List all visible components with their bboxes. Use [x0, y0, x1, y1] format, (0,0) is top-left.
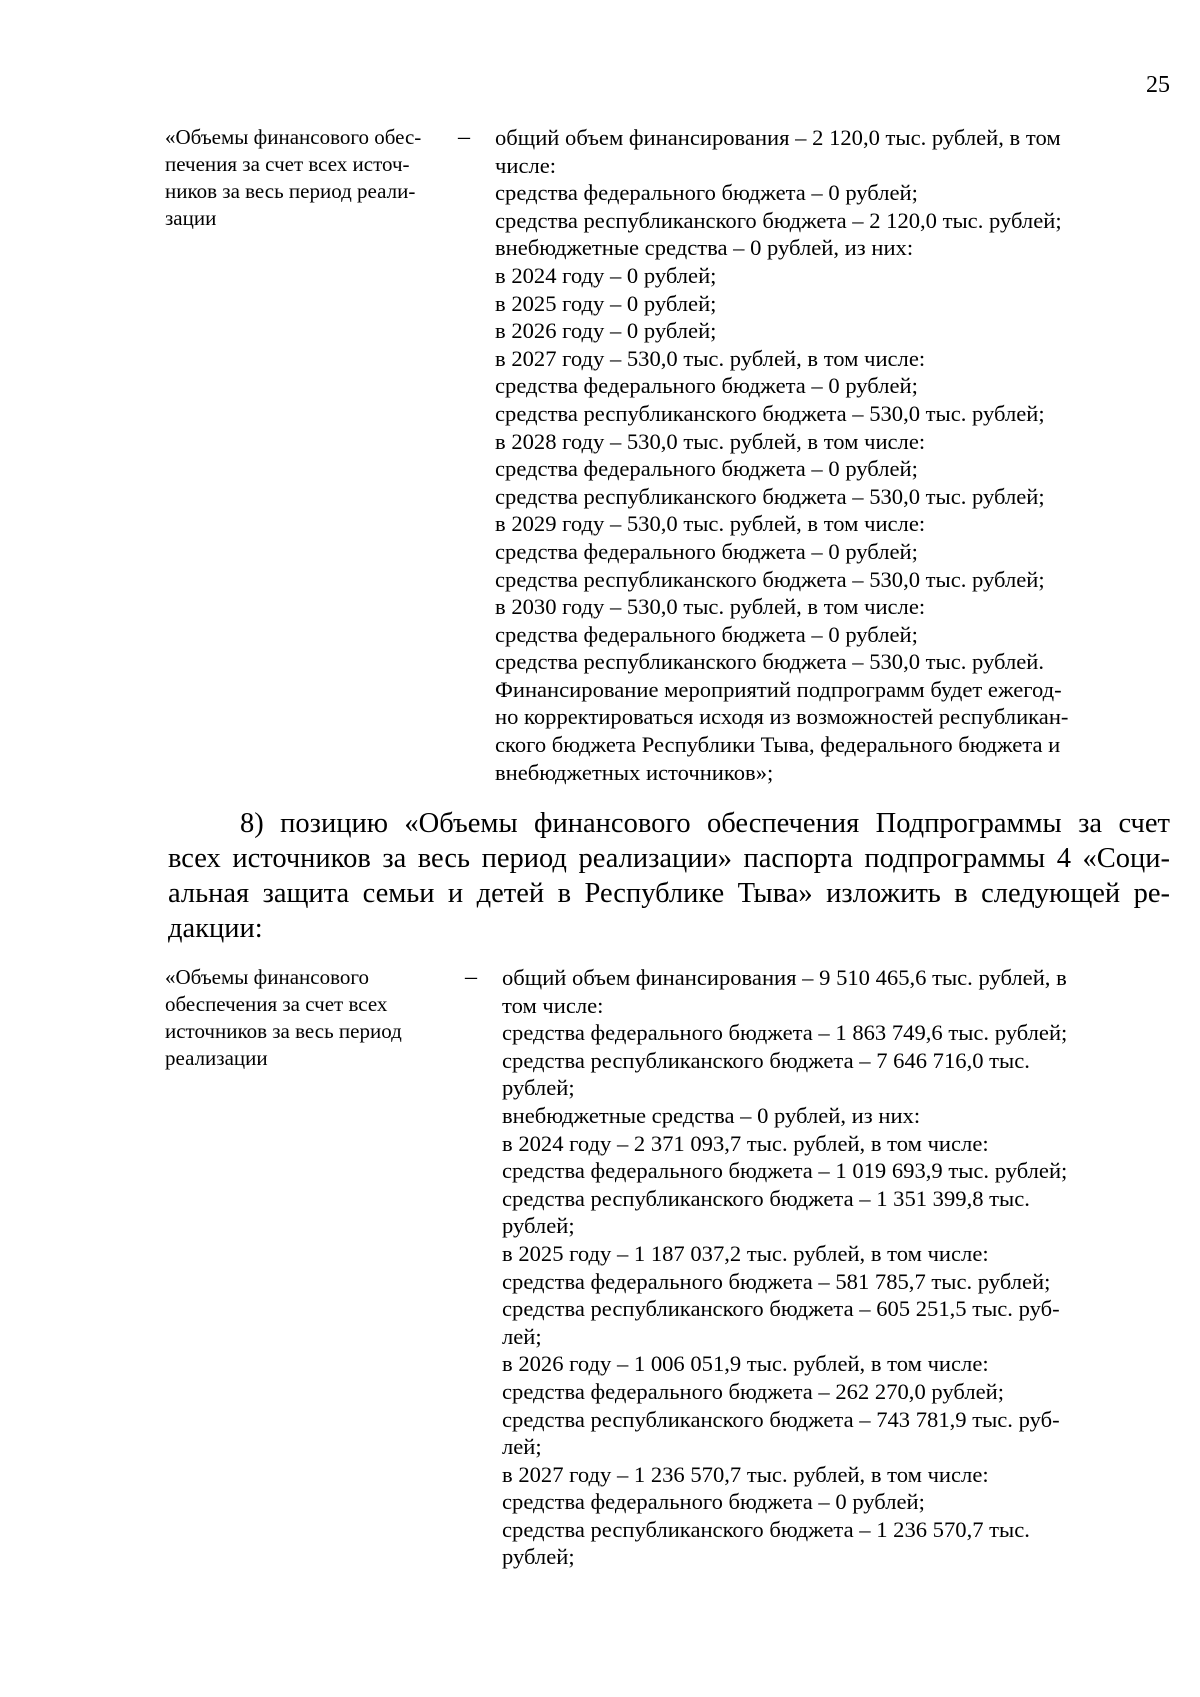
- right-cell-line: в 2026 году – 1 006 051,9 тыс. рублей, в том числе:: [502, 1351, 989, 1377]
- paragraph-line: 8) позицию «Объемы финансового обеспечения Подпрограммы за счет: [240, 808, 1170, 839]
- right-cell-line: общий объем финансирования – 2 120,0 тыс. рублей, в том: [495, 125, 1061, 150]
- right-cell-line: в 2027 году – 1 236 570,7 тыс. рублей, в том числе:: [502, 1461, 989, 1487]
- right-cell-line: внебюджетные средства – 0 рублей, из них:: [495, 235, 914, 261]
- right-cell-line: средства республиканского бюджета – 2 120,0 тыс. рублей;: [495, 207, 1062, 233]
- right-cell-line: средства федерального бюджета – 0 рублей;: [495, 538, 918, 564]
- table-right-cell: [495, 124, 1133, 786]
- left-cell-line: источников за весь период: [165, 1019, 402, 1043]
- paragraph-line: альная защита семьи и детей в Республике Тыва» изложить в следующей ре-: [168, 878, 1170, 909]
- right-cell-line: в 2025 году – 1 187 037,2 тыс. рублей, в том числе:: [502, 1240, 989, 1266]
- dash-separator: –: [465, 964, 477, 990]
- right-cell-line: средства федерального бюджета – 581 785,7 тыс. рублей;: [502, 1268, 1051, 1294]
- right-cell-line: но корректироваться исходя из возможностей республикан-: [495, 704, 1069, 730]
- right-cell-line: том числе:: [502, 992, 604, 1018]
- paragraph-line: всех источников за весь период реализации» паспорта подпрограммы 4 «Соци-: [168, 843, 1170, 874]
- table-right-cell: [502, 964, 1132, 1571]
- right-cell-line: средства республиканского бюджета – 530,0 тыс. рублей;: [495, 400, 1045, 426]
- right-cell-line: средства республиканского бюджета – 530,0 тыс. рублей.: [495, 649, 1045, 675]
- right-cell-line: в 2029 году – 530,0 тыс. рублей, в том числе:: [495, 511, 926, 537]
- right-cell-line: средства федерального бюджета – 1 863 749,6 тыс. рублей;: [502, 1020, 1068, 1046]
- right-cell-line: средства федерального бюджета – 1 019 693,9 тыс. рублей;: [502, 1158, 1068, 1184]
- right-cell-line: в 2030 году – 530,0 тыс. рублей, в том числе:: [495, 594, 926, 620]
- right-cell-line: рублей;: [502, 1075, 575, 1101]
- paragraph-line: дакции:: [168, 913, 263, 944]
- right-cell-line: числе:: [495, 152, 557, 178]
- left-cell-line: печения за счет всех источ-: [165, 152, 410, 176]
- right-cell-line: внебюджетные средства – 0 рублей, из них:: [502, 1102, 921, 1128]
- right-cell-line: средства республиканского бюджета – 605 251,5 тыс. руб-: [502, 1296, 1060, 1322]
- right-cell-line: в 2026 году – 0 рублей;: [495, 318, 717, 344]
- right-cell-line: лей;: [502, 1323, 542, 1349]
- right-cell-line: в 2025 году – 0 рублей;: [495, 290, 717, 316]
- right-cell-line: рублей;: [502, 1544, 575, 1570]
- right-cell-line: Финансирование мероприятий подпрограмм будет ежегод-: [495, 676, 1062, 702]
- right-cell-line: средства федерального бюджета – 0 рублей;: [495, 180, 918, 206]
- right-cell-line: средства федерального бюджета – 0 рублей;: [495, 621, 918, 647]
- paragraph-item-8: [168, 806, 1170, 946]
- table-left-cell: [165, 964, 465, 1571]
- right-cell-line: средства республиканского бюджета – 530,0 тыс. рублей;: [495, 483, 1045, 509]
- passport-table-subprogram: [165, 124, 1170, 786]
- right-cell-line: лей;: [502, 1434, 542, 1460]
- right-cell-line: в 2024 году – 0 рублей;: [495, 262, 717, 288]
- right-cell-line: средства федерального бюджета – 0 рублей;: [495, 456, 918, 482]
- right-cell-line: средства республиканского бюджета – 1 351 399,8 тыс.: [502, 1185, 1030, 1211]
- dash-separator: –: [458, 124, 470, 150]
- right-cell-line: ского бюджета Республики Тыва, федерального бюджета и: [495, 732, 1061, 758]
- page-number: 25: [1146, 72, 1170, 98]
- right-cell-line: средства республиканского бюджета – 7 646 716,0 тыс.: [502, 1047, 1030, 1073]
- left-cell-line: реализации: [165, 1046, 268, 1070]
- right-cell-line: средства федерального бюджета – 262 270,0 рублей;: [502, 1378, 1004, 1404]
- left-cell-line: «Объемы финансового: [165, 965, 369, 989]
- left-cell-line: обеспечения за счет всех: [165, 992, 388, 1016]
- left-cell-line: зации: [165, 206, 217, 230]
- table-left-cell: [165, 124, 455, 786]
- right-cell-line: средства республиканского бюджета – 530,0 тыс. рублей;: [495, 566, 1045, 592]
- passport-table-subprogram-4: [165, 964, 1170, 1571]
- right-cell-line: рублей;: [502, 1213, 575, 1239]
- right-cell-line: средства федерального бюджета – 0 рублей;: [502, 1489, 925, 1515]
- right-cell-line: в 2024 году – 2 371 093,7 тыс. рублей, в том числе:: [502, 1130, 989, 1156]
- right-cell-line: в 2027 году – 530,0 тыс. рублей, в том числе:: [495, 345, 926, 371]
- right-cell-line: средства федерального бюджета – 0 рублей;: [495, 373, 918, 399]
- left-cell-line: ников за весь период реали-: [165, 179, 416, 203]
- right-cell-line: общий объем финансирования – 9 510 465,6 тыс. рублей, в: [502, 965, 1067, 990]
- right-cell-line: внебюджетных источников»;: [495, 759, 774, 785]
- right-cell-line: в 2028 году – 530,0 тыс. рублей, в том числе:: [495, 428, 926, 454]
- right-cell-line: средства республиканского бюджета – 743 781,9 тыс. руб-: [502, 1406, 1060, 1432]
- right-cell-line: средства республиканского бюджета – 1 236 570,7 тыс.: [502, 1516, 1030, 1542]
- left-cell-line: «Объемы финансового обес-: [165, 125, 422, 149]
